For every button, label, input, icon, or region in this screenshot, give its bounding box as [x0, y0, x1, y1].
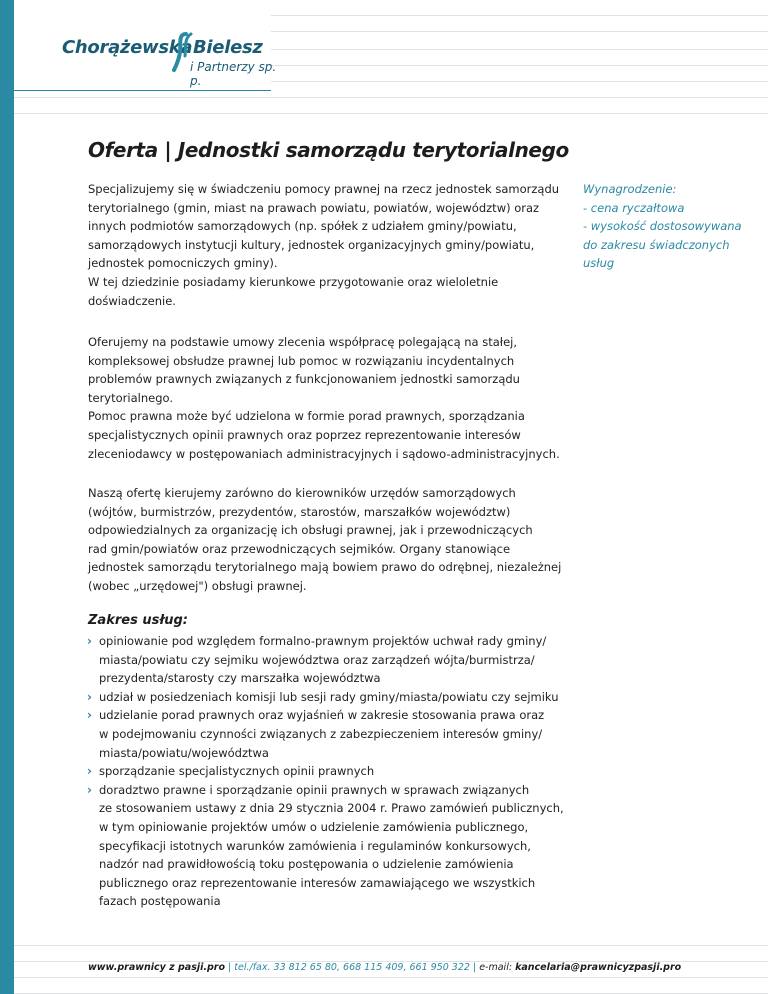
footer-email-link[interactable]: kancelaria@prawnicyzpasji.pro — [515, 962, 682, 973]
list-item-line: udzielanie porad prawnych oraz wyjaśnień w zakresie stosowania prawa oraz — [99, 708, 545, 723]
list-item-line: doradztwo prawne i sporządzanie opinii prawnych w sprawach związanych — [99, 782, 530, 797]
paragraph-offer — [88, 333, 558, 463]
paragraph-line: Pomoc prawna może być udzielona w formie porad prawnych, sporządzania — [88, 409, 525, 424]
list-item-line: nadzór nad prawidłowością toku postępowania o udzielenie zamówienia — [99, 857, 514, 872]
paragraph-line: kompleksowej obsłudze prawnej lub pomoc w rozwiązaniu incydentalnych — [88, 353, 515, 368]
list-item — [88, 632, 558, 688]
left-accent-bar — [0, 0, 14, 994]
list-item-line: ze stosowaniem ustawy z dnia 29 stycznia 2004 r. Prawo zamówień publicznych, — [99, 801, 564, 816]
paragraph-line: Oferujemy na podstawie umowy zlecenia współpracę polegającą na stałej, — [88, 335, 517, 349]
paragraph-line: rad gmin/powiatów oraz przewodniczących sejmików. Organy stanowiące — [88, 541, 511, 556]
logo-divider — [14, 90, 271, 91]
paragraph-line: zleceniodawcy w postępowaniach administracyjnych i sądowo-administracyjnych. — [88, 446, 560, 461]
list-item-line: w tym opiniowanie projektów umów o udzielenie zamówienia publicznego, — [99, 819, 529, 834]
footer-phone: tel./fax. 33 812 65 80, 668 115 409, 661 950 322 — [234, 962, 470, 973]
list-item-line: opiniowanie pod względem formalno-prawnym projektów uchwał rady gminy/ — [99, 634, 547, 648]
chevron-right-icon: › — [87, 708, 92, 723]
remuneration-line: usług — [583, 256, 615, 271]
paragraph-line: samorządowych instytucji kultury, jednostek organizacyjnych gminy/powiatu, — [88, 237, 535, 252]
list-item-line: sporządzanie specjalistycznych opinii prawnych — [99, 764, 375, 779]
paragraph-line: jednostek samorządu terytorialnego mają bowiem prawo do odrębnej, niezależnej — [88, 560, 562, 575]
chevron-right-icon: › — [87, 689, 92, 704]
paragraph-line: doświadczenie. — [88, 293, 176, 308]
logo-subtitle: i Partnerzy sp. p. — [190, 60, 277, 88]
list-item-line: miasta/powiatu czy sejmiku województwa oraz zarządzeń wójta/burmistrza/ — [99, 652, 535, 667]
paragraph-line: terytorialnego (gmin, miast na prawach powiatu, powiatów, województw) oraz — [88, 200, 540, 215]
header-logo-area — [14, 0, 277, 90]
remuneration-line: - wysokość dostosowywana — [583, 219, 742, 234]
footer-separator: | — [472, 962, 477, 973]
list-item — [88, 706, 558, 762]
services-heading: Zakres usług: — [88, 613, 188, 628]
paragraph-line: innych podmiotów samorządowych (np. spółek z udziałem gminy/powiatu, — [88, 219, 517, 234]
paragraph-line: specjalistycznych opinii prawnych oraz poprzez reprezentowanie interesów — [88, 427, 521, 442]
paragraph-line: Naszą ofertę kierujemy zarówno do kierowników urzędów samorządowych — [88, 486, 516, 500]
logo-name-left: Chorążewska — [62, 37, 193, 58]
page-title: Oferta | Jednostki samorządu terytorialnego — [88, 138, 569, 162]
list-item-line: fazach postępowania — [99, 894, 221, 909]
paragraph-line: (wójtów, burmistrzów, prezydentów, starostów, marszałków województw) — [88, 504, 511, 519]
chevron-right-icon: › — [87, 764, 92, 779]
footer-separator: | — [228, 962, 232, 973]
paragraph-line: odpowiedzialnych za organizację ich obsługi prawnej, jak i przewodniczących — [88, 523, 533, 538]
list-item — [87, 781, 564, 911]
page-footer — [88, 962, 681, 973]
paragraph-line: W tej dziedzinie posiadamy kierunkowe przygotowanie oraz wieloletnie — [88, 274, 499, 289]
footer-email-label: e-mail: — [479, 962, 513, 973]
footer-website-link[interactable]: www.prawnicy z pasji.pro — [88, 962, 225, 973]
list-item — [88, 688, 558, 707]
list-item-line: publicznego oraz reprezentowanie interesów zamawiającego we wszystkich — [99, 875, 536, 890]
remuneration-note — [583, 180, 753, 273]
remuneration-title: Wynagrodzenie: — [583, 182, 677, 196]
company-logo — [62, 32, 282, 88]
chevron-right-icon: › — [87, 634, 92, 648]
chevron-right-icon: › — [87, 782, 92, 797]
list-item-line: w podejmowaniu czynności związanych z zabezpieczeniem interesów gminy/ — [99, 726, 543, 741]
paragraph-intro — [88, 180, 558, 310]
paragraph-line: problemów prawnych związanych z funkcjonowaniem jednostki samorządu — [88, 372, 520, 387]
list-item-line: prezydenta/starosty czy marszałka województwa — [99, 671, 381, 686]
list-item — [88, 762, 558, 781]
logo-name-right: Bielesz — [193, 37, 263, 58]
list-item-line: specyfikacji istotnych warunków zamówienia i regulaminów konkursowych, — [99, 838, 531, 853]
remuneration-line: do zakresu świadczonych — [583, 237, 730, 252]
list-item-line: miasta/powiatu/województwa — [99, 745, 269, 760]
paragraph-line: Specjalizujemy się w świadczeniu pomocy prawnej na rzecz jednostek samorządu — [88, 182, 560, 196]
services-list — [87, 632, 564, 911]
list-item-line: udział w posiedzeniach komisji lub sesji rady gminy/miasta/powiatu czy sejmiku — [99, 689, 559, 704]
paragraph-line: jednostek pomocniczych gminy). — [88, 256, 278, 271]
remuneration-line: - cena ryczałtowa — [583, 200, 685, 215]
paragraph-audience — [88, 484, 562, 596]
paragraph-line: terytorialnego. — [88, 390, 173, 405]
paragraph-line: (wobec „urzędowej") obsługi prawnej. — [88, 578, 307, 593]
